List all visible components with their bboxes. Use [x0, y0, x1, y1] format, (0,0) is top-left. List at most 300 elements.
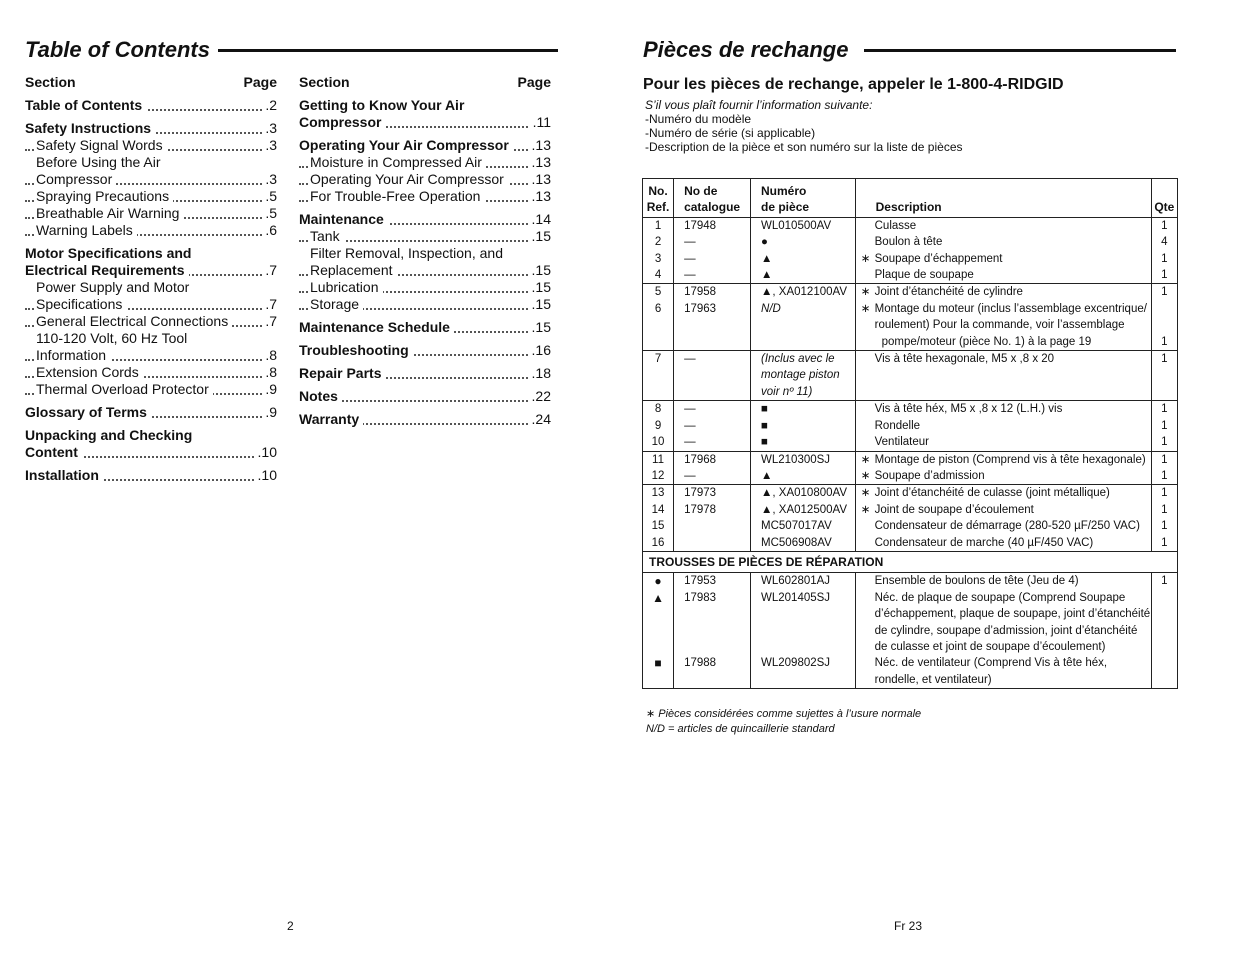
- toc-entry-page: .10: [255, 444, 277, 461]
- toc-entry-label: Electrical Requirements: [25, 262, 189, 278]
- toc-entry-page: .18: [529, 365, 551, 382]
- qty-value: [1152, 639, 1177, 655]
- catalogue-number: [684, 384, 750, 400]
- catalogue-number: 17983: [684, 591, 717, 604]
- toc-entry: [25, 313, 277, 330]
- piece-number: ●: [761, 236, 768, 249]
- toc-entry-label: Extension Cords: [36, 364, 143, 380]
- header-piece: Numéro de pièce: [751, 179, 856, 218]
- toc-entry-page: .15: [529, 279, 551, 296]
- table-row: [643, 573, 1178, 689]
- toc-entry: [299, 279, 551, 296]
- description-text: Soupape d’échappement: [874, 252, 1003, 265]
- description-text: Vis à tête héx, M5 x ,8 x 12 (L.H.) vis: [874, 403, 1063, 416]
- piece-cell: [751, 573, 856, 689]
- piece-number: ▲, XA010800AV: [761, 487, 847, 500]
- toc-entry-page: .7: [262, 262, 277, 279]
- piece-number: ▲: [761, 252, 773, 265]
- footnotes: [646, 707, 921, 737]
- ref-number: 7: [654, 353, 662, 366]
- qty-value: [1152, 317, 1177, 333]
- catalogue-number: 17988: [684, 657, 717, 670]
- catalogue-cell: [674, 573, 751, 689]
- qty-value: [1152, 672, 1177, 688]
- piece-number: (Inclus avec le: [761, 353, 835, 366]
- ref-cell: [643, 451, 674, 485]
- section-header: Section: [25, 74, 76, 90]
- piece-number: [761, 334, 855, 350]
- catalogue-number: —: [684, 403, 696, 416]
- toc-entry-label: 110-120 Volt, 60 Hz Tool: [36, 330, 188, 346]
- toc-entry: [299, 211, 551, 228]
- qty-value: 1: [1161, 335, 1168, 348]
- toc-entry-page: .14: [529, 211, 551, 228]
- qty-value: [1152, 590, 1177, 606]
- toc-entry-label: Tank: [310, 228, 344, 244]
- description-cell: [855, 485, 1151, 552]
- piece-number: WL209802SJ: [761, 657, 831, 670]
- toc-entry-label: Operating Your Air Compressor: [299, 137, 513, 153]
- toc-entry: [299, 388, 551, 405]
- ref-number: [643, 317, 673, 333]
- description-text: Ventilateur: [874, 436, 929, 449]
- toc-entry: [299, 114, 551, 131]
- ref-number: 16: [651, 536, 665, 549]
- catalogue-number: [684, 518, 750, 534]
- toc-entry-page: .9: [262, 404, 277, 421]
- toc-entry-label: Storage: [310, 296, 363, 312]
- description-text: Condensateur de marche (40 µF/450 VAC): [874, 536, 1094, 549]
- toc-entry: [299, 228, 551, 245]
- toc-entry-page: .9: [262, 381, 277, 398]
- toc-entry: [25, 120, 277, 137]
- toc-entry-page: .22: [529, 388, 551, 405]
- toc-entry-label: Maintenance: [299, 211, 388, 227]
- description-line: [856, 485, 1151, 501]
- table-row: [643, 485, 1178, 552]
- toc-entry-page: .10: [255, 467, 277, 484]
- toc-entry-page: .15: [529, 296, 551, 313]
- ref-number: 6: [654, 302, 662, 315]
- toc-entry-label: Content: [25, 444, 82, 460]
- catalogue-cell: [674, 485, 751, 552]
- kits-title: TROUSSES DE PIÈCES DE RÉPARATION: [643, 551, 1178, 572]
- toc-col2-header: [299, 74, 551, 91]
- piece-number: ▲: [761, 269, 773, 282]
- piece-number: [761, 606, 855, 622]
- toc-col1-header: [25, 74, 277, 91]
- qty-value: 1: [1161, 219, 1168, 232]
- toc-entry-page: .13: [529, 154, 551, 171]
- kit-symbol-icon: ▲: [652, 590, 664, 605]
- kit-symbol-icon: ■: [654, 656, 662, 671]
- qty-value: 1: [1161, 520, 1168, 533]
- toc-entry-page: .15: [529, 228, 551, 245]
- description-line: Ensemble de boulons de tête (Jeu de 4): [874, 575, 1079, 588]
- toc-entry-page: .16: [529, 342, 551, 359]
- piece-number: ▲, XA012500AV: [761, 503, 847, 516]
- table-row: [643, 284, 1178, 351]
- parts-subtitle: Pour les pièces de rechange, appeler le 1-800-4-RIDGID: [643, 76, 1064, 93]
- toc-entry: [299, 137, 551, 154]
- piece-cell: [751, 217, 856, 284]
- description-line: [856, 284, 1151, 300]
- ref-cell: [643, 217, 674, 284]
- qty-value: [1152, 623, 1177, 639]
- toc-entry-page: .13: [529, 188, 551, 205]
- qty-value: 1: [1161, 269, 1168, 282]
- description-text: Boulon à tête: [874, 236, 943, 249]
- toc-entry: [25, 171, 277, 188]
- ref-number: 4: [654, 269, 662, 282]
- section-header: Section: [299, 74, 350, 90]
- toc-entry-label: Replacement: [310, 262, 397, 278]
- piece-number: montage piston: [761, 369, 840, 382]
- qty-value: 1: [1161, 453, 1168, 466]
- ref-number: [643, 367, 673, 383]
- page-number-left: 2: [287, 919, 294, 933]
- toc-entry-page: .11: [530, 114, 551, 131]
- kit-symbol-icon: ●: [654, 574, 662, 589]
- toc-entry-label: Warranty: [299, 411, 363, 427]
- piece-cell: [751, 284, 856, 351]
- catalogue-number: [684, 367, 750, 383]
- toc-entry-page: .15: [529, 319, 551, 336]
- toc-entry: [299, 365, 551, 382]
- description-line: [856, 452, 1151, 468]
- qty-value: 1: [1161, 536, 1168, 549]
- description-line: [856, 234, 1151, 250]
- info-line: -Description de la pièce et son numéro sur la liste de pièces: [645, 140, 963, 154]
- description-text: Condensateur de démarrage (280-520 µF/250 VAC): [874, 520, 1140, 533]
- piece-number: ■: [761, 419, 768, 432]
- toc-entry: [25, 444, 277, 461]
- description-text: Joint d’étanchéité de cylindre: [874, 286, 1023, 299]
- catalogue-number: —: [684, 469, 696, 482]
- description-line: [856, 535, 1151, 551]
- toc-entry: [25, 188, 277, 205]
- info-line: -Numéro de série (si applicable): [645, 126, 816, 140]
- toc-entry-label: Getting to Know Your Air: [299, 97, 465, 113]
- ref-number: [643, 334, 673, 350]
- catalogue-number: —: [684, 252, 696, 265]
- toc-entry: [25, 137, 277, 154]
- piece-number: ■: [761, 403, 768, 416]
- parts-title: Pièces de rechange: [643, 37, 849, 62]
- ref-number: 2: [654, 236, 662, 249]
- toc-entry-label: Troubleshooting: [299, 342, 413, 358]
- description-line: Néc. de ventilateur (Comprend Vis à tête héx,: [874, 657, 1108, 670]
- toc-entry-page: .2: [262, 97, 277, 114]
- description-text: pompe/moteur (pièce No. 1) à la page 19: [881, 335, 1092, 348]
- toc-entry-label: Lubrication: [310, 279, 383, 295]
- ref-number: 1: [654, 219, 662, 232]
- qty-value: 1: [1161, 436, 1168, 449]
- description-line: [856, 334, 1151, 350]
- description-line: [856, 267, 1151, 283]
- ref-number: 14: [651, 503, 665, 516]
- toc-entry-page: .7: [262, 313, 277, 330]
- toc-entry-label: Before Using the Air: [36, 154, 161, 170]
- ref-cell: [643, 485, 674, 552]
- toc-entry: [299, 188, 551, 205]
- toc-entry: [25, 467, 277, 484]
- header-ref: No. Ref.: [643, 179, 674, 218]
- description-cell: [855, 351, 1151, 401]
- toc-entry-label: Thermal Overload Protector: [36, 381, 213, 397]
- catalogue-cell: [674, 451, 751, 485]
- wear-star-icon: ∗: [860, 302, 871, 315]
- description-line: Néc. de plaque de soupape (Comprend Soupape: [874, 591, 1126, 604]
- footnote-nd: N/D = articles de quincaillerie standard: [646, 723, 835, 735]
- piece-cell: [751, 401, 856, 451]
- wear-star-icon: ∗: [860, 469, 871, 482]
- toc-entry-label: Motor Specifications and: [25, 245, 192, 261]
- toc-entry-label: Safety Instructions: [25, 120, 155, 136]
- toc-entry: [25, 262, 277, 279]
- ref-number: 15: [651, 520, 665, 533]
- description-line: de culasse et joint de soupape d’écoulement): [874, 640, 1106, 653]
- toc-entry-label: Notes: [299, 388, 342, 404]
- title-rule: [218, 49, 558, 52]
- catalogue-number: [684, 623, 750, 639]
- toc-entry-page: .13: [529, 137, 551, 154]
- catalogue-number: 17958: [684, 286, 717, 299]
- toc-entry-label: Compressor: [299, 114, 385, 130]
- qty-value: 1: [1161, 469, 1168, 482]
- catalogue-number: 17953: [684, 575, 717, 588]
- qty-cell: [1151, 284, 1177, 351]
- toc-entry: [299, 319, 551, 336]
- piece-number: N/D: [761, 302, 781, 315]
- toc-entry-label: Filter Removal, Inspection, and: [310, 245, 503, 261]
- toc-entry: [299, 262, 551, 279]
- ref-number: 9: [654, 419, 662, 432]
- toc-entry-page: .5: [262, 205, 277, 222]
- toc-entry-page: .3: [262, 120, 277, 137]
- wear-star-icon: ∗: [860, 487, 871, 500]
- ref-number: 12: [651, 469, 665, 482]
- kit-symbol-icon: [643, 672, 673, 688]
- catalogue-cell: [674, 401, 751, 451]
- description-line: rondelle, et ventilateur): [874, 673, 992, 686]
- piece-number: WL010500AV: [761, 219, 832, 232]
- catalogue-number: [684, 606, 750, 622]
- ref-number: 13: [651, 487, 665, 500]
- description-line: [856, 418, 1151, 434]
- catalogue-number: —: [684, 419, 696, 432]
- qty-value: [1152, 384, 1177, 400]
- catalogue-number: [684, 639, 750, 655]
- toc-entry: [25, 364, 277, 381]
- description-text: Montage de piston (Comprend vis à tête hexagonale): [874, 453, 1146, 466]
- wear-star-icon: ∗: [860, 252, 871, 265]
- description-line: [856, 317, 1151, 333]
- catalogue-number: 17963: [684, 302, 717, 315]
- info-block: [645, 98, 963, 154]
- qty-value: 1: [1161, 353, 1168, 366]
- toc-entry: [25, 404, 277, 421]
- piece-cell: [751, 451, 856, 485]
- wear-star-icon: ∗: [860, 286, 871, 299]
- toc-entry-page: .24: [529, 411, 551, 428]
- ref-number: 3: [654, 252, 662, 265]
- qty-cell: [1151, 351, 1177, 401]
- toc-entry: [25, 222, 277, 239]
- qty-value: 1: [1161, 503, 1168, 516]
- toc-entry-label: Glossary of Terms: [25, 404, 151, 420]
- info-line: -Numéro du modèle: [645, 112, 752, 126]
- description-text: Soupape d’admission: [874, 469, 985, 482]
- toc-entry-label: Power Supply and Motor: [36, 279, 190, 295]
- toc-entry: [25, 97, 277, 114]
- description-line: [856, 434, 1151, 450]
- description-cell: [855, 573, 1151, 689]
- description-text: Vis à tête hexagonale, M5 x ,8 x 20: [874, 353, 1055, 366]
- toc-entry-label: General Electrical Connections: [36, 313, 232, 329]
- description-line: [856, 218, 1151, 234]
- toc-entry: [299, 154, 551, 171]
- piece-cell: [751, 485, 856, 552]
- piece-number: ▲, XA012100AV: [761, 286, 847, 299]
- toc-entry-label: Information: [36, 347, 110, 363]
- description-cell: [855, 217, 1151, 284]
- toc-entry-page: .7: [262, 296, 277, 313]
- description-cell: [855, 284, 1151, 351]
- description-text: Rondelle: [874, 419, 921, 432]
- kit-symbol-icon: [643, 623, 673, 639]
- ref-number: 11: [652, 453, 664, 466]
- piece-number: WL210300SJ: [761, 453, 831, 466]
- piece-number: MC507017AV: [761, 520, 832, 533]
- ref-number: 10: [651, 436, 665, 449]
- description-line: [856, 351, 1151, 367]
- description-cell: [855, 451, 1151, 485]
- toc-entry-page: .15: [529, 262, 551, 279]
- toc-entry-label: Installation: [25, 467, 103, 483]
- ref-number: [643, 384, 673, 400]
- qty-value: 1: [1161, 286, 1168, 299]
- table-row: [643, 401, 1178, 451]
- description-text: Joint d’étanchéité de culasse (joint métallique): [874, 487, 1110, 500]
- kit-symbol-icon: [643, 639, 673, 655]
- description-line: [856, 301, 1151, 317]
- qty-value: [1152, 655, 1177, 671]
- toc-column-2: [299, 97, 551, 428]
- qty-value: [1152, 367, 1177, 383]
- catalogue-number: [684, 672, 750, 688]
- table-row: [643, 217, 1178, 284]
- toc-entry-label: For Trouble-Free Operation: [310, 188, 484, 204]
- toc-entry-label: Safety Signal Words: [36, 137, 167, 153]
- toc-entry: [299, 296, 551, 313]
- toc-entry-page: .3: [262, 137, 277, 154]
- qty-value: 1: [1161, 575, 1168, 588]
- description-line: d’échappement, plaque de soupape, joint d’étanchéité: [874, 608, 1151, 621]
- description-text: Montage du moteur (inclus l’assemblage excentrique/: [874, 302, 1147, 315]
- qty-cell: [1151, 401, 1177, 451]
- catalogue-cell: [674, 217, 751, 284]
- toc-entry-label: Table of Contents: [25, 97, 146, 113]
- catalogue-number: [684, 535, 750, 551]
- toc-entry-page: .6: [262, 222, 277, 239]
- piece-number: [761, 639, 855, 655]
- toc-entry-label: Compressor: [36, 171, 116, 187]
- toc-entry-label: Unpacking and Checking: [25, 427, 193, 443]
- catalogue-number: —: [684, 269, 696, 282]
- toc-entry-page: .8: [262, 347, 277, 364]
- toc-entry: [25, 205, 277, 222]
- toc-entry: [25, 296, 277, 313]
- header-qty: Qte: [1151, 179, 1177, 218]
- catalogue-number: 17948: [684, 219, 717, 232]
- table-row: [643, 351, 1178, 401]
- wear-star-icon: ∗: [860, 453, 871, 466]
- description-line: [856, 468, 1151, 484]
- toc-entry-label: Warning Labels: [36, 222, 137, 238]
- description-line: [856, 251, 1151, 267]
- piece-cell: [751, 351, 856, 401]
- ref-cell: [643, 573, 674, 689]
- toc-entry: [25, 381, 277, 398]
- catalogue-number: —: [684, 353, 696, 366]
- description-text: Culasse: [874, 219, 917, 232]
- kits-title-row: [643, 551, 1178, 572]
- toc-entry-label: Maintenance Schedule: [299, 319, 454, 335]
- kit-symbol-icon: [643, 606, 673, 622]
- qty-value: 1: [1161, 252, 1168, 265]
- description-line: de cylindre, soupape d’admission, joint d’étanchéité: [874, 624, 1138, 637]
- title-rule: [864, 49, 1176, 52]
- header-catalogue: No de catalogue: [674, 179, 751, 218]
- toc-entry: [25, 347, 277, 364]
- ref-cell: [643, 401, 674, 451]
- toc-entry: [299, 171, 551, 188]
- piece-number: ■: [761, 436, 768, 449]
- toc-entry-page: .5: [262, 188, 277, 205]
- page-header: Page: [517, 74, 551, 90]
- qty-cell: [1151, 485, 1177, 552]
- footnote-wear: ∗ Pièces considérées comme sujettes à l’usure normale: [646, 708, 922, 720]
- qty-value: 4: [1161, 236, 1168, 249]
- piece-number: [761, 317, 855, 333]
- header-description: Description: [855, 179, 1151, 218]
- qty-cell: [1151, 217, 1177, 284]
- toc-entry-label: Breathable Air Warning: [36, 205, 183, 221]
- toc-column-1: [25, 97, 277, 484]
- toc-entry-label: Moisture in Compressed Air: [310, 154, 486, 170]
- info-intro: S’il vous plaît fournir l’information suivante:: [645, 98, 873, 112]
- table-row: [643, 451, 1178, 485]
- page-number-right: Fr 23: [894, 919, 923, 933]
- piece-number: voir nº 11): [761, 385, 813, 398]
- qty-value: [1152, 606, 1177, 622]
- toc-entry-label: Operating Your Air Compressor: [310, 171, 508, 187]
- toc-entry-label: Specifications: [36, 296, 126, 312]
- qty-value: 1: [1161, 487, 1168, 500]
- toc-entry-label: Repair Parts: [299, 365, 385, 381]
- catalogue-number: 17973: [684, 487, 717, 500]
- description-line: [856, 384, 1151, 400]
- toc-entry-page: .13: [529, 171, 551, 188]
- piece-number: MC506908AV: [761, 536, 832, 549]
- catalogue-number: —: [684, 436, 696, 449]
- ref-cell: [643, 351, 674, 401]
- catalogue-number: [684, 334, 750, 350]
- catalogue-cell: [674, 284, 751, 351]
- description-line: [856, 518, 1151, 534]
- ref-number: 5: [654, 286, 662, 299]
